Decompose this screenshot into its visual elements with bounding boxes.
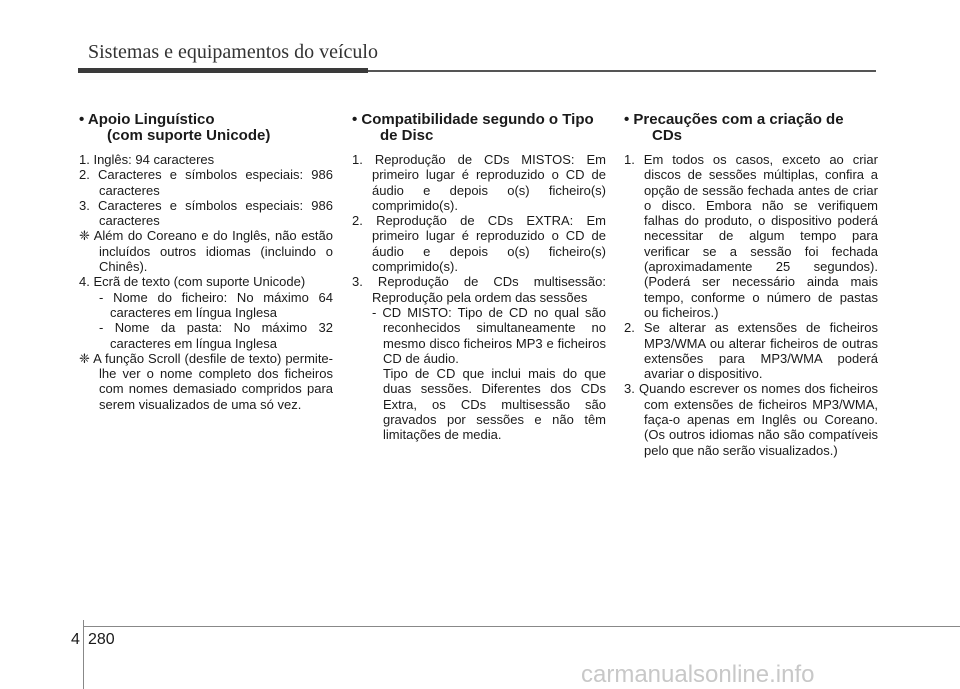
heading-line1: • Precauções com a criação de <box>624 111 844 128</box>
header-title: Sistemas e equipamentos do veículo <box>88 41 378 63</box>
column-language-support <box>79 112 333 412</box>
list-item: 2. Caracteres e símbolos especiais: 986 caracteres <box>79 167 333 198</box>
list-item: 1. Em todos os casos, exceto ao criar discos de sessões múltiplas, confira a opção de sessão fechada antes de criar o disco. Embora não se verifiquem falhas do produto, o dispositivo poderá necessitar de algum tempo para verificar se a sessão foi fechada (aproximadamente 25 segundos). (Poderá ser necessário ainda mais tempo, conforme o número de pastas ou ficheiros.) <box>624 152 878 320</box>
section-heading <box>624 112 878 144</box>
list-item: 2. Reprodução de CDs EXTRA: Em primeiro lugar é reproduzido o CD de áudio e depois o(s) ficheiro(s) comprimido(s). <box>352 213 606 275</box>
sub-list-item: - Nome da pasta: No máximo 32 caracteres em língua Inglesa <box>99 320 333 351</box>
section-heading <box>79 112 333 144</box>
heading-line1: • Apoio Linguístico <box>79 111 215 128</box>
list-item: 1. Reprodução de CDs MISTOS: Em primeiro lugar é reproduzido o CD de áudio e depois o(s) ficheiro(s) comprimido(s). <box>352 152 606 213</box>
header-rule-thin <box>368 70 876 72</box>
list-item: 3. Reprodução de CDs multisessão: Reprodução pela ordem das sessões <box>352 274 606 305</box>
section-heading <box>352 112 606 144</box>
list-item: 3. Caracteres e símbolos especiais: 986 caracteres <box>79 197 333 229</box>
heading-line2: de Disc <box>380 127 434 144</box>
heading-line1: • Compatibilidade segundo o Tipo <box>352 111 594 128</box>
note-item: ❈ Além do Coreano e do Inglês, não estão incluídos outros idiomas (incluindo o Chinês). <box>79 228 333 275</box>
column-cd-creation-precautions <box>624 112 878 458</box>
watermark: carmanualsonline.info <box>581 661 815 688</box>
list-item: 2. Se alterar as extensões de ficheiros MP3/WMA ou alterar ficheiros de outras extensões para MP3/WMA poderá avariar o dispositivo. <box>624 320 878 382</box>
paragraph: Tipo de CD que inclui mais do que duas sessões. Diferentes dos CDs Extra, os CDs multisessão são gravados por sessões e não têm limitações de media. <box>383 366 606 443</box>
footer-vertical-rule <box>83 620 84 689</box>
sub-list-item: - Nome do ficheiro: No máximo 64 caracteres em língua Inglesa <box>99 289 333 320</box>
heading-line2: CDs <box>652 127 683 144</box>
list-item: 3. Quando escrever os nomes dos ficheiros com extensões de ficheiros MP3/WMA, faça-o apenas em Inglês ou Coreano. (Os outros idiomas não são compatíveis pelo que não serão visualizados.) <box>624 381 878 458</box>
sub-list-item: - CD MISTO: Tipo de CD no qual são reconhecidos simultaneamente no mesmo disco ficheiros MP3 e ficheiros CD de áudio. <box>372 304 606 366</box>
column-disc-compatibility <box>352 112 606 443</box>
list-item: 4. Ecrã de texto (com suporte Unicode) <box>79 274 306 290</box>
heading-line2: (com suporte Unicode) <box>107 127 271 144</box>
header-rule-thick <box>78 68 368 73</box>
section-number: 4 <box>71 631 80 648</box>
footer-horizontal-rule <box>83 626 960 627</box>
page-number: 280 <box>88 631 115 648</box>
note-item: ❈ A função Scroll (desfile de texto) permite-lhe ver o nome completo dos ficheiros com nomes demasiado compridos para serem visualizados de uma só vez. <box>79 350 333 412</box>
list-item: 1. Inglês: 94 caracteres <box>79 152 215 167</box>
